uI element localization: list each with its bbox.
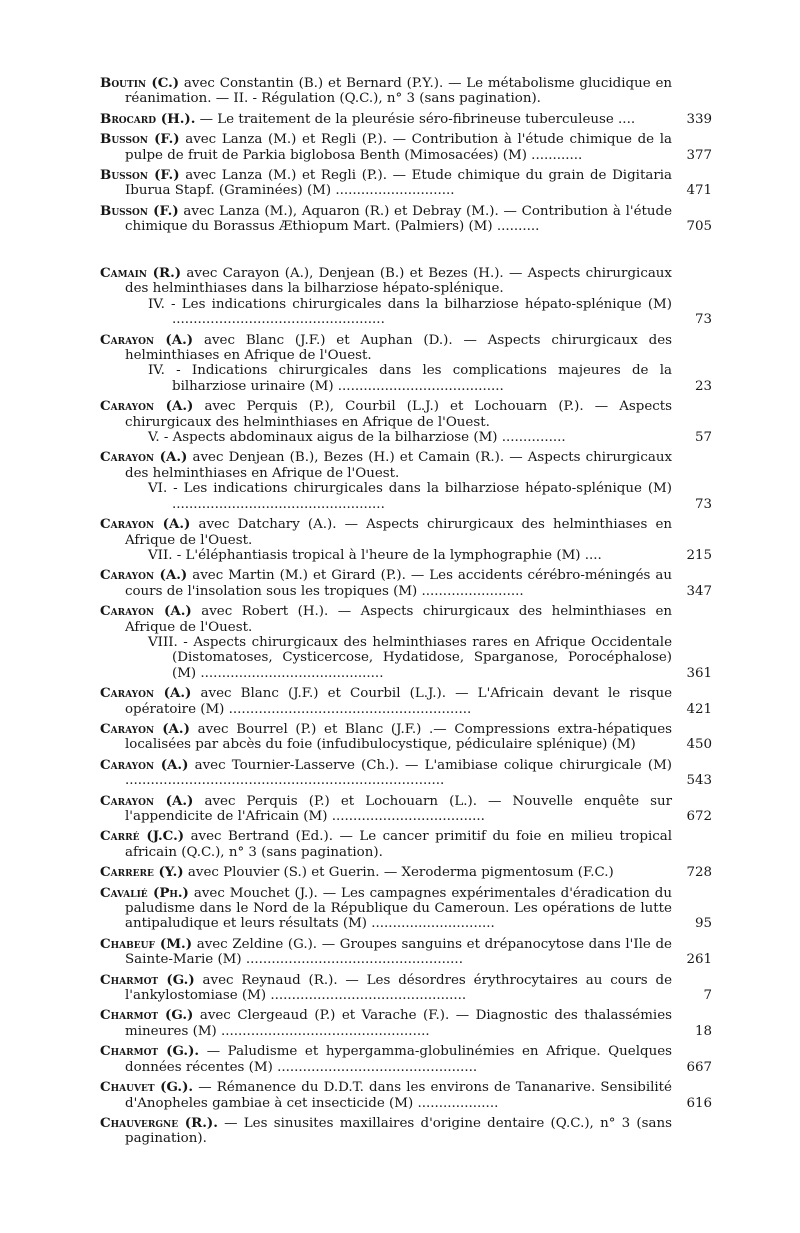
index-entry (100, 399, 712, 445)
index-entry (100, 76, 712, 107)
entry-page: 667 (686, 1059, 712, 1075)
entry-author: Chauvergne (R.). (100, 1114, 218, 1131)
entry-page: 261 (686, 952, 712, 968)
entry-page: 471 (686, 183, 712, 199)
index-entry (100, 517, 712, 563)
entry-page: 450 (686, 737, 712, 753)
index-section-b (100, 76, 712, 240)
entry-text: avec Bourrel (P.) et Blanc (J.F.) .— Compressions extra-hépatiques localisées par abcès du foie (infudibulocystique, pédiculaire splénique) (M) (125, 721, 673, 753)
entry-text: avec Perquis (P.) et Lochouarn (L.). — Nouvelle enquête sur l'appendicite de l'Africain (M) .................................... (125, 793, 672, 824)
entry-text: — Rémanence du D.D.T. dans les environs de Tananarive. Sensibilité d'Anopheles gambiae à cet insecticide (M) ................... (125, 1080, 672, 1111)
entry-page: 705 (686, 219, 712, 235)
entry-author: Boutin (C.) (100, 75, 180, 91)
entry-text: avec Reynaud (R.). — Les désordres érythrocytaires au cours de l'ankylostomiase (M) .............................................. (125, 972, 673, 1004)
entry-author: Carré (J.C.) (100, 828, 185, 845)
index-entry (100, 333, 712, 395)
entry-author: Chauvet (G.). (100, 1079, 194, 1096)
entry-text: avec Mouchet (J.). — Les campagnes expérimentales d'éradication du paludisme dans le Nord de la République du Cameroun. Les opérations de lutte antipaludique et leurs résultats (M) ............................. (125, 885, 673, 932)
entry-page: 23 (694, 378, 712, 394)
entry-text: avec Perquis (P.), Courbil (L.J.) et Lochouarn (P.). — Aspects chirurgicaux des helminthiases en Afrique de l'Ouest. (125, 399, 673, 430)
index-entry (100, 937, 712, 968)
entry-text: avec Lanza (M.), Aquaron (R.) et Debray (M.). — Contribution à l'étude chimique du Borassus Æthiopum Mart. (Palmiers) (M) .......... (125, 203, 672, 235)
index-entry (100, 829, 712, 860)
entry-author: Carrere (Y.) (100, 864, 184, 881)
index-entry (100, 204, 712, 235)
entry-page: 7 (703, 988, 712, 1004)
entry-author: Carayon (A.) (100, 449, 188, 466)
index-entry (100, 168, 712, 199)
entry-page: 18 (694, 1023, 712, 1039)
index-entry (100, 1008, 712, 1039)
entry-page: 73 (694, 312, 712, 328)
entry-author: Carayon (A.) (100, 398, 194, 415)
entry-text: avec Robert (H.). — Aspects chirurgicaux des helminthiases en Afrique de l'Ouest. (125, 604, 672, 635)
index-entry (100, 1116, 712, 1147)
entry-author: Carayon (A.) (100, 792, 194, 809)
entry-subtitle: VIII. - Aspects chirurgicaux des helminthiases rares en Afrique Occidentale (Distomatoses, Cysticercose, Hydatidose, Sparganose, Porocéphalose) (M) ........................................... (148, 634, 672, 681)
entry-subtitle: VI. - Les indications chirurgicales dans la bilharziose hépato-splénique (M) .................................................. (148, 481, 672, 512)
entry-page: 672 (686, 809, 712, 824)
entry-author: Carayon (A.) (100, 603, 192, 620)
entry-text: avec Clergeaud (P.) et Varache (F.). — Diagnostic des thalassémies mineures (M) ................................................. (125, 1008, 672, 1039)
index-entry (100, 886, 712, 932)
entry-author: Charmot (G.). (100, 1043, 200, 1060)
entry-subtitle: IV. - Indications chirurgicales dans les complications majeures de la bilharziose urinaire (M) ....................................... (148, 363, 672, 394)
entry-author: Brocard (H.). (100, 110, 196, 127)
entry-author: Charmot (G.) (100, 1007, 194, 1024)
index-entry (100, 450, 712, 512)
entry-text: avec Blanc (J.F.) et Auphan (D.). — Aspects chirurgicaux des helminthiases en Afrique de l'Ouest. (125, 332, 672, 364)
index-entry (100, 132, 712, 163)
entry-text: avec Carayon (A.), Denjean (B.) et Bezes (H.). — Aspects chirurgicaux des helminthiases dans la bilharziose hépato-splénique. (125, 266, 672, 297)
entry-text: avec Plouvier (S.) et Guerin. — Xeroderma pigmentosum (F.C.) (183, 865, 614, 881)
entry-author: Cavalié (Ph.) (100, 884, 189, 901)
entry-text: — Paludisme et hypergamma-globulinémies en Afrique. Quelques données récentes (M) ............................................... (125, 1044, 672, 1075)
entry-author: Carayon (A.) (100, 567, 188, 584)
index-entry (100, 686, 712, 717)
entry-author: Carayon (A.) (100, 756, 189, 773)
entry-text: avec Denjean (B.), Bezes (H.) et Camain (R.). — Aspects chirurgicaux des helminthiases en Afrique de l'Ouest. (125, 450, 672, 481)
entry-page: 361 (686, 665, 712, 681)
entry-author: Chabeuf (M.) (100, 935, 193, 952)
entry-author: Carayon (A.) (100, 685, 192, 702)
entry-author: Carayon (A.) (100, 720, 190, 737)
entry-text: avec Blanc (J.F.) et Courbil (L.J.). — L'Africain devant le risque opératoire (M) ......................................................... (125, 686, 673, 717)
index-entry (100, 794, 712, 825)
index-section-c (100, 266, 712, 1152)
entry-page: 95 (694, 916, 712, 932)
entry-page: 543 (686, 773, 712, 789)
index-entry (100, 112, 712, 127)
entry-page: 339 (686, 111, 712, 127)
entry-subtitle: IV. - Les indications chirurgicales dans la bilharziose hépato-splénique (M) .................................................. (148, 296, 672, 328)
entry-author: Busson (F.) (100, 131, 180, 148)
entry-text: avec Zeldine (G.). — Groupes sanguins et drépanocytose dans l'Ile de Sainte-Marie (M) ................................................... (125, 936, 672, 968)
entry-text: — Les sinusites maxillaires d'origine dentaire (Q.C.), n° 3 (sans pagination). (125, 1115, 672, 1147)
entry-text: — Le traitement de la pleurésie séro-fibrineuse tuberculeuse .... (195, 111, 636, 127)
index-entry (100, 266, 712, 328)
index-entry (100, 604, 712, 681)
entry-text: avec Tournier-Lasserve (Ch.). — L'amibiase colique chirurgicale (M) ........................................................................... (125, 757, 673, 789)
index-entry (100, 722, 712, 753)
entry-author: Carayon (A.) (100, 331, 194, 348)
entry-page: 73 (694, 496, 712, 512)
entry-text: avec Bertrand (Ed.). — Le cancer primitif du foie en milieu tropical africain (Q.C.), n° 3 (sans pagination). (125, 829, 672, 860)
entry-text: avec Lanza (M.) et Regli (P.). — Contribution à l'étude chimique de la pulpe de fruit de Parkia biglobosa Benth (Mimosacées) (M) ............ (125, 132, 672, 163)
index-entry (100, 973, 712, 1004)
entry-subtitle: V. - Aspects abdominaux aigus de la bilharziose (M) ............... (148, 430, 566, 446)
entry-text: avec Constantin (B.) et Bernard (P.Y.). — Le métabolisme glucidique en réanimation. — II. - Régulation (Q.C.), n° 3 (sans pagination). (125, 76, 672, 107)
entry-text: avec Martin (M.) et Girard (P.). — Les accidents cérébro-méningés au cours de l'insolation sous les tropiques (M) ........................ (125, 568, 672, 599)
index-entry (100, 1080, 712, 1111)
index-entry (100, 568, 712, 599)
entry-text: avec Lanza (M.) et Regli (P.). — Etude chimique du grain de Digitaria Iburua Stapf. (Graminées) (M) ............................ (125, 168, 672, 199)
entry-page: 57 (694, 430, 712, 446)
entry-page: 215 (686, 547, 712, 563)
entry-page: 728 (686, 865, 712, 881)
entry-text: avec Datchary (A.). — Aspects chirurgicaux des helminthiases en Afrique de l'Ouest. (125, 517, 673, 548)
index-entry (100, 865, 712, 880)
entry-page: 347 (686, 583, 712, 599)
entry-author: Charmot (G.) (100, 971, 195, 988)
entry-author: Busson (F.) (100, 167, 180, 184)
entry-page: 421 (686, 701, 712, 717)
entry-author: Camain (R.) (100, 265, 182, 281)
entry-subtitle: VII. - L'éléphantiasis tropical à l'heure de la lymphographie (M) .... (148, 547, 602, 563)
entry-page: 377 (686, 147, 712, 163)
entry-author: Busson (F.) (100, 202, 179, 219)
index-entry (100, 1044, 712, 1075)
entry-page: 616 (686, 1095, 712, 1111)
index-entry (100, 758, 712, 789)
entry-author: Carayon (A.) (100, 516, 191, 533)
